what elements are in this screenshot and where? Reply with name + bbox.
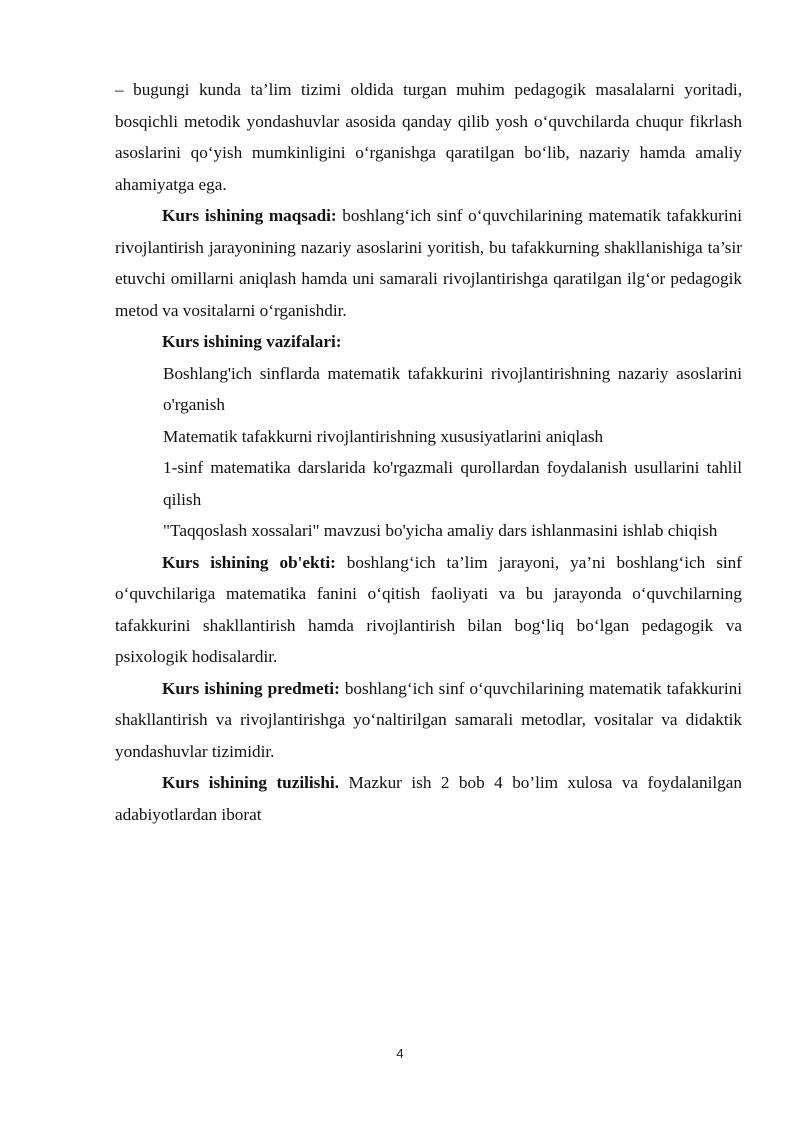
- body-text: [115, 74, 742, 830]
- goal-text: boshlang‘ich sinf o‘quvchilarining matematik tafakkurini rivojlantirish jarayonining nazariy asoslarini yoritish, bu tafakkurning shakllanishiga ta’sir etuvchi omillarni aniqlash hamda uni samarali rivojlantirishga qaratilgan ilg‘or pedagogik metod va vositalarni o‘rganishdir.: [115, 206, 742, 320]
- subject-paragraph: [115, 673, 742, 768]
- structure-paragraph: [115, 767, 742, 830]
- structure-text: Mazkur ish 2 bob 4 bo’lim xulosa va foydalanilgan adabiyotlardan iborat: [115, 773, 742, 824]
- subject-label: Kurs ishining predmeti:: [162, 678, 340, 698]
- tasks-label: Kurs ishining vazifalari:: [162, 332, 342, 351]
- task-item: Matematik tafakkurni rivojlantirishning xususiyatlarini aniqlash: [163, 426, 604, 446]
- task-item: 1-sinf matematika darslarida ko'rgazmali qurollardan foydalanish usullarini tahlil qilish: [163, 458, 742, 509]
- object-label: Kurs ishining ob'ekti:: [162, 552, 336, 572]
- goal-label: Kurs ishining maqsadi:: [162, 206, 337, 225]
- task-item: Boshlang'ich sinflarda matematik tafakkurini rivojlantirishning nazariy asoslarini o'rganish: [163, 363, 742, 414]
- task-item: "Taqqoslash xossalari" mavzusi bo'yicha amaliy dars ishlanmasini ishlab chiqish: [163, 521, 718, 540]
- object-text: boshlang‘ich ta’lim jarayoni, ya’ni boshlang‘ich sinf o‘quvchilariga matematika fanini o‘qitish faoliyati va bu jarayonda o‘quvchilarning tafakkurini shakllantirish hamda rivojlantirish bilan bog‘liq bo‘lgan pedagogik va psixologik hodisalardir.: [115, 552, 742, 666]
- subject-text: boshlang‘ich sinf o‘quvchilarining matematik tafakkurini shakllantirish va rivojlantirishga yo‘naltirilgan samarali metodlar, vositalar va didaktik yondashuvlar tizimidir.: [115, 678, 742, 761]
- intro-paragraph: – bugungi kunda ta’lim tizimi oldida turgan muhim pedagogik masalalarni yoritadi, bosqichli metodik yondashuvlar asosida qanday qilib yosh o‘quvchilarda chuqur fikrlash asoslarini qo‘yish mumkinligini o‘rganishga qaratilgan bo‘lib, nazariy hamda amaliy ahamiyatga ega.: [115, 80, 742, 194]
- page-number: 4: [396, 1046, 404, 1061]
- structure-label: Kurs ishining tuzilishi.: [162, 773, 339, 792]
- goal-paragraph: [115, 200, 742, 326]
- object-paragraph: [115, 547, 742, 673]
- tasks-heading: [115, 326, 742, 358]
